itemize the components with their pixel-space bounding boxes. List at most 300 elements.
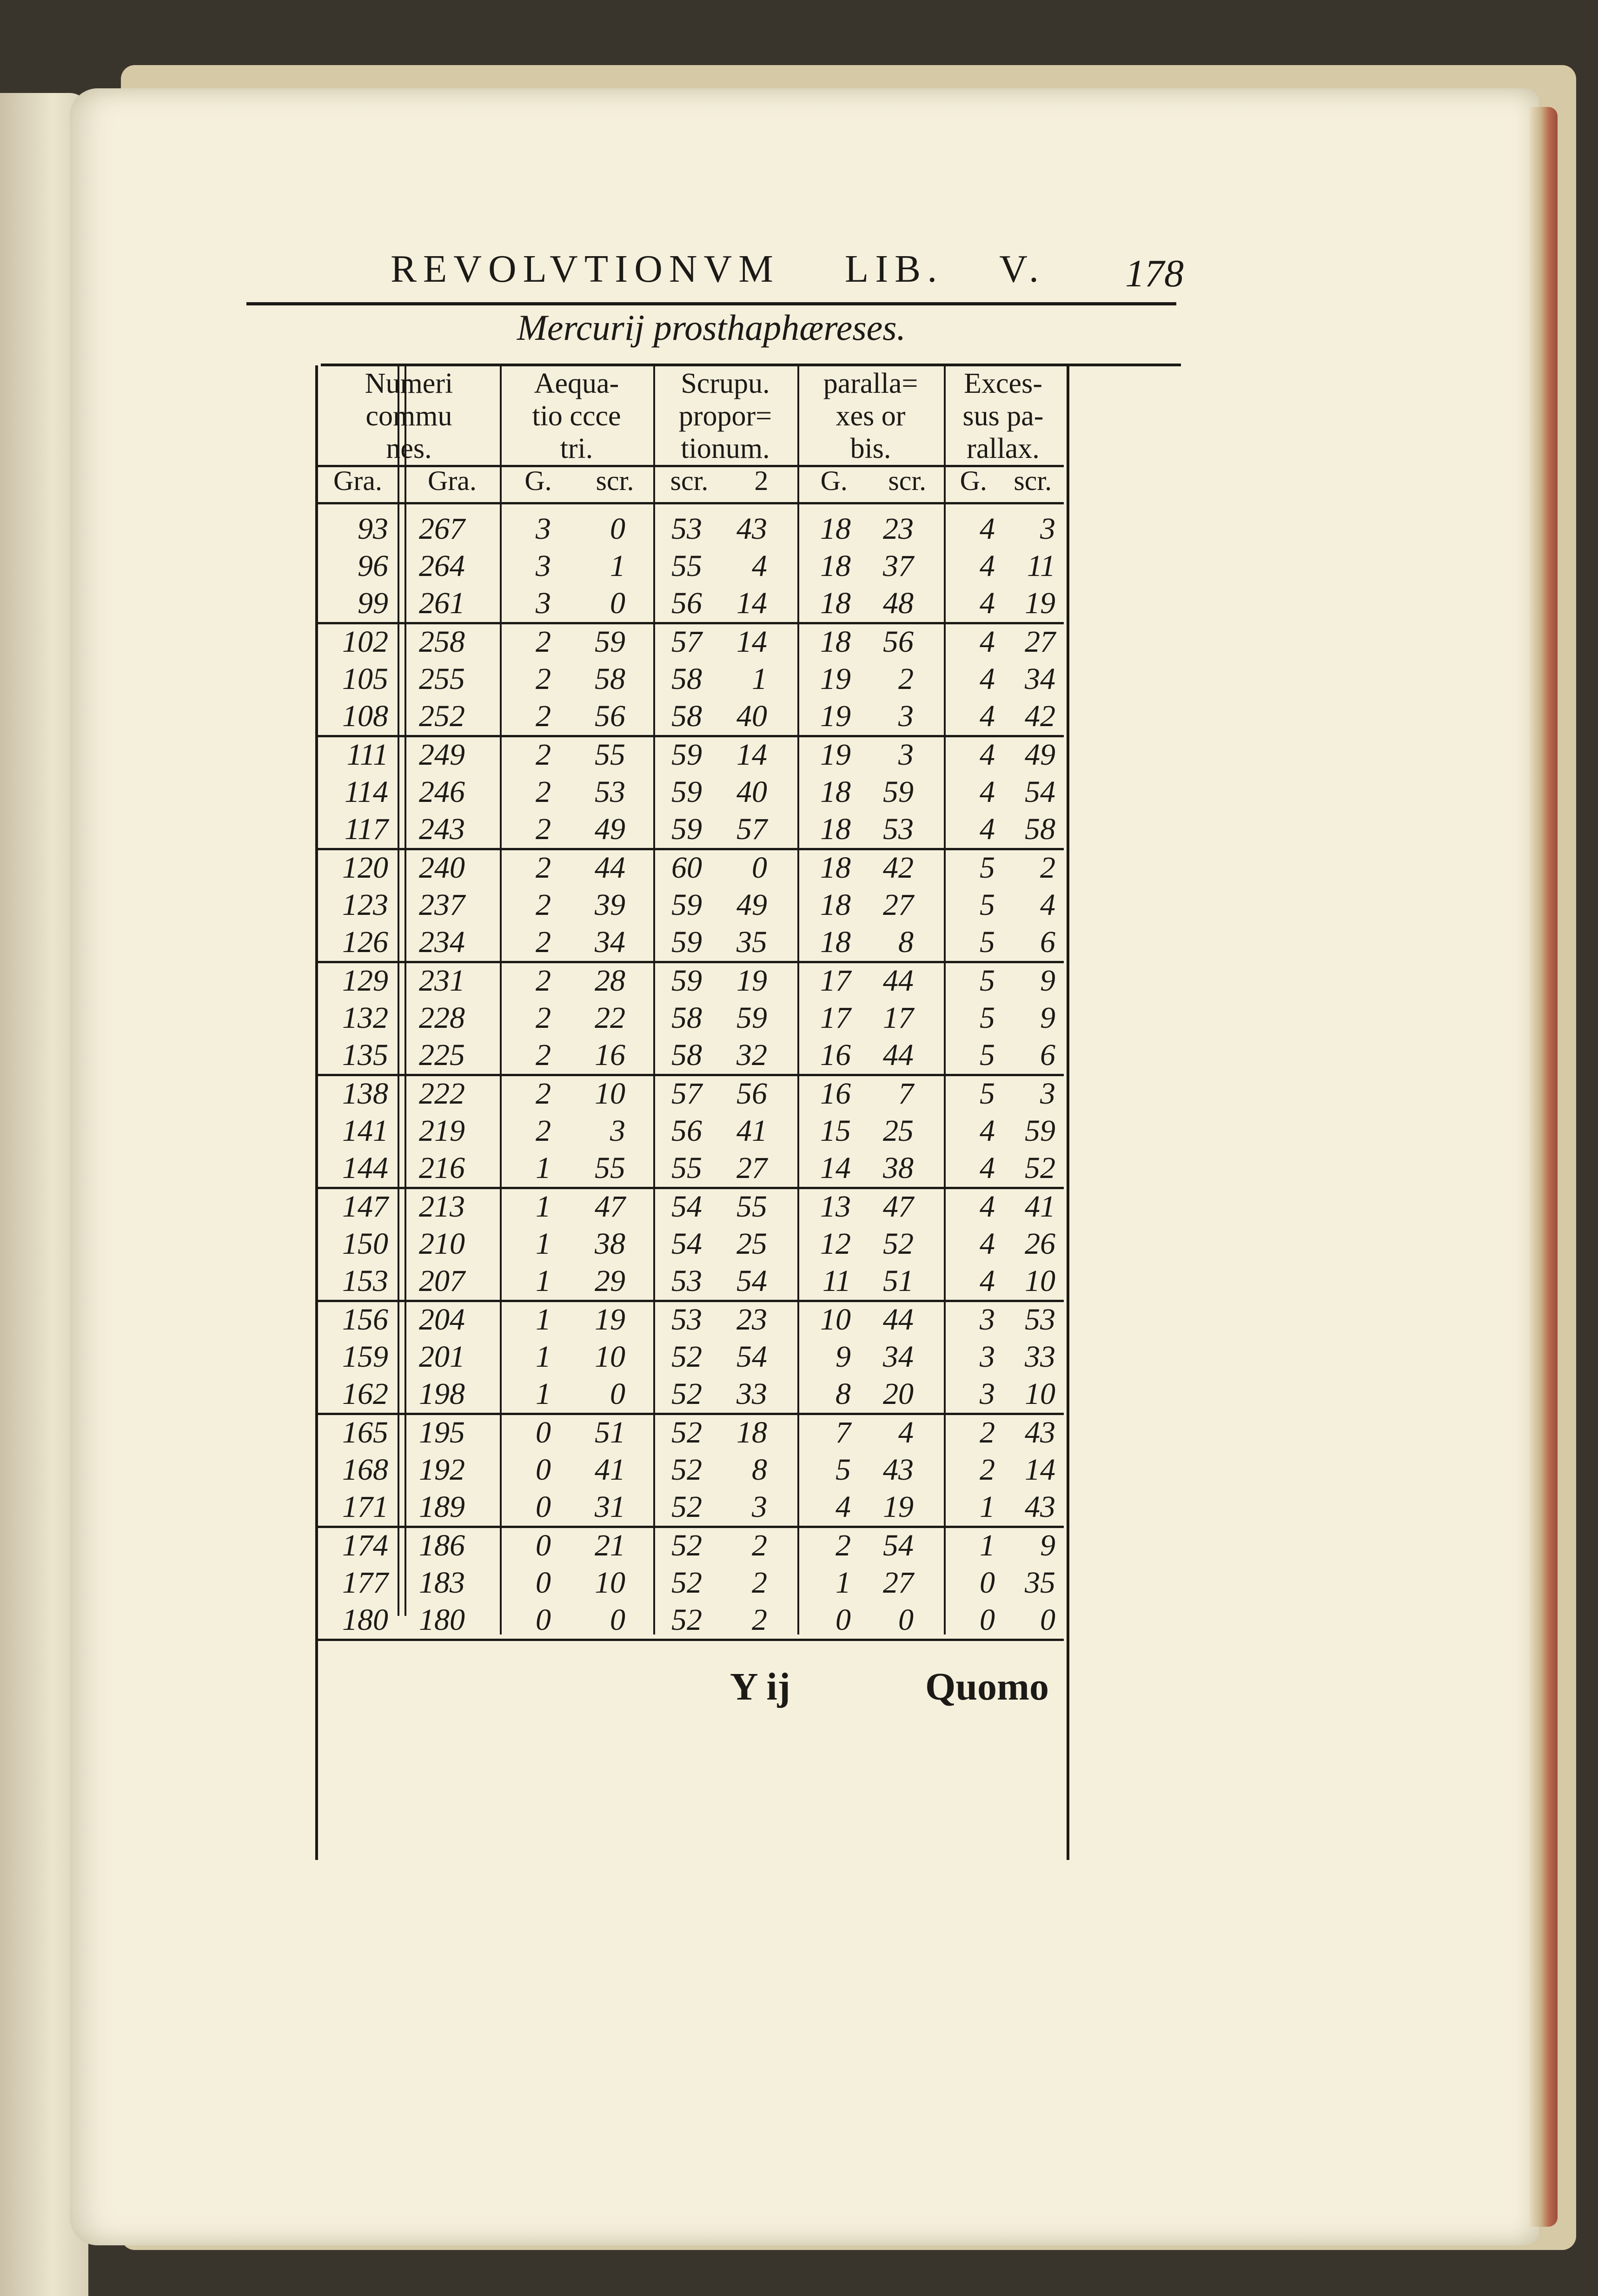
table-cell: 59	[671, 738, 702, 772]
table-cell: 53	[595, 775, 625, 809]
table-cell: 21	[595, 1528, 625, 1562]
column-subheader: scr.	[670, 465, 709, 496]
table-cell: 54	[671, 1190, 702, 1224]
table-cell: 5	[980, 888, 995, 922]
table-cell: 42	[883, 851, 914, 885]
table-cell: 55	[671, 1151, 702, 1185]
table-cell: 2	[536, 812, 551, 846]
table-cell: 48	[883, 586, 914, 620]
table-cell: 2	[536, 851, 551, 885]
table-cell: 53	[671, 1303, 702, 1337]
table-cell: 105	[342, 662, 388, 696]
table-cell: 2	[536, 1001, 551, 1035]
column-subheader: scr.	[596, 465, 634, 496]
table-cell: 2	[536, 888, 551, 922]
table-cell: 44	[595, 851, 625, 885]
header-rule-row	[318, 502, 1064, 504]
table-cell: 35	[736, 925, 767, 959]
table-cell: 19	[820, 738, 851, 772]
table-cell: 9	[1040, 964, 1055, 998]
table-cell: 56	[883, 625, 914, 659]
column-header-line: Scrupu.	[681, 368, 770, 399]
column-header-line: xes or	[835, 400, 906, 432]
table-cell: 3	[536, 512, 551, 546]
table-cell: 52	[671, 1453, 702, 1487]
column-header	[797, 367, 944, 465]
table-cell: 10	[820, 1303, 851, 1337]
table-cell: 58	[671, 699, 702, 733]
signature-mark: Y ij	[730, 1665, 790, 1708]
catchword: Quomo	[925, 1665, 1049, 1708]
table-cell: 183	[419, 1566, 465, 1600]
table-cell: 237	[419, 888, 465, 922]
table-cell: 9	[1040, 1001, 1055, 1035]
table-cell: 27	[736, 1151, 767, 1185]
table-cell: 4	[980, 775, 995, 809]
table-cell: 43	[1025, 1490, 1055, 1524]
table-cell: 117	[344, 812, 388, 846]
table-cell: 19	[736, 964, 767, 998]
table-cell: 1	[752, 662, 767, 696]
table-cell: 43	[1025, 1416, 1055, 1449]
table-cell: 14	[736, 625, 767, 659]
table-cell: 243	[419, 812, 465, 846]
table-cell: 44	[883, 1038, 914, 1072]
table-cell: 11	[822, 1264, 851, 1298]
table-cell: 3	[1040, 512, 1055, 546]
table-cell: 171	[342, 1490, 388, 1524]
table-cell: 57	[671, 625, 702, 659]
column-subheader: G.	[524, 465, 552, 496]
table-cell: 2	[835, 1528, 851, 1562]
table-cell: 3	[752, 1490, 767, 1524]
table-cell: 5	[980, 1038, 995, 1072]
table-cell: 38	[595, 1227, 625, 1261]
group-rule	[318, 1639, 1064, 1641]
running-title: REVOLVTIONVM	[391, 247, 780, 291]
table-cell: 59	[671, 812, 702, 846]
table-cell: 1	[536, 1190, 551, 1224]
table-cell: 52	[671, 1340, 702, 1374]
table-cell: 54	[883, 1528, 914, 1562]
table-cell: 213	[419, 1190, 465, 1224]
table-cell: 55	[595, 738, 625, 772]
column-subheader: Gra.	[333, 465, 382, 496]
table-cell: 261	[419, 586, 465, 620]
table-cell: 2	[752, 1566, 767, 1600]
table-cell: 15	[820, 1114, 851, 1148]
table-cell: 18	[820, 586, 851, 620]
table-cell: 27	[883, 888, 914, 922]
table-cell: 2	[536, 775, 551, 809]
table-cell: 150	[342, 1227, 388, 1261]
column-header-line: bis.	[850, 433, 891, 464]
column-header	[318, 367, 500, 465]
table-cell: 18	[820, 775, 851, 809]
table-cell: 132	[342, 1001, 388, 1035]
table-cell: 55	[671, 549, 702, 583]
table-cell: 4	[752, 549, 767, 583]
table-cell: 3	[1040, 1077, 1055, 1111]
table-cell: 10	[595, 1077, 625, 1111]
table-cell: 11	[1027, 549, 1055, 583]
table-cell: 19	[595, 1303, 625, 1337]
table-cell: 59	[671, 888, 702, 922]
table-cell: 99	[358, 586, 388, 620]
table-cell: 27	[1025, 625, 1055, 659]
table-cell: 40	[736, 699, 767, 733]
table-cell: 0	[610, 1603, 625, 1637]
table-cell: 120	[342, 851, 388, 885]
table-cell: 35	[1025, 1566, 1055, 1600]
table-cell: 96	[358, 549, 388, 583]
table-cell: 49	[595, 812, 625, 846]
table-cell: 53	[883, 812, 914, 846]
table-cell: 53	[1025, 1303, 1055, 1337]
column-header-line: tio ccce	[532, 400, 621, 432]
table-cell: 2	[536, 625, 551, 659]
table-cell: 58	[671, 1038, 702, 1072]
table-cell: 3	[980, 1303, 995, 1337]
table-cell: 4	[980, 512, 995, 546]
table-cell: 14	[1025, 1453, 1055, 1487]
table-cell: 56	[595, 699, 625, 733]
table-cell: 10	[595, 1566, 625, 1600]
running-head	[391, 246, 1045, 291]
table-cell: 22	[595, 1001, 625, 1035]
table-cell: 20	[883, 1377, 914, 1411]
table-cell: 192	[419, 1453, 465, 1487]
table-cell: 4	[980, 1264, 995, 1298]
table-cell: 7	[898, 1077, 914, 1111]
book-number: V.	[999, 247, 1046, 291]
table-cell: 1	[980, 1490, 995, 1524]
column-header-line: propor=	[678, 400, 772, 432]
table-cell: 60	[671, 851, 702, 885]
table-cell: 18	[820, 549, 851, 583]
table-cell: 18	[820, 851, 851, 885]
table-cell: 9	[1040, 1528, 1055, 1562]
table-cell: 198	[419, 1377, 465, 1411]
table-cell: 4	[1040, 888, 1055, 922]
table-cell: 23	[736, 1303, 767, 1337]
table-cell: 52	[1025, 1151, 1055, 1185]
table-cell: 5	[980, 925, 995, 959]
table-cell: 219	[419, 1114, 465, 1148]
table-cell: 59	[736, 1001, 767, 1035]
table-cell: 93	[358, 512, 388, 546]
table-cell: 2	[536, 699, 551, 733]
page-number: 178	[1125, 252, 1184, 295]
table-cell: 54	[1025, 775, 1055, 809]
table-cell: 33	[736, 1377, 767, 1411]
table-cell: 7	[835, 1416, 851, 1449]
table-cell: 4	[980, 1114, 995, 1148]
table-cell: 189	[419, 1490, 465, 1524]
table-cell: 1	[536, 1227, 551, 1261]
table-cell: 0	[610, 1377, 625, 1411]
table-cell: 42	[1025, 699, 1055, 733]
table-cell: 52	[671, 1416, 702, 1449]
table-cell: 14	[736, 586, 767, 620]
column-header-line: commu	[365, 400, 452, 432]
table-cell: 129	[342, 964, 388, 998]
table-cell: 222	[419, 1077, 465, 1111]
table-cell: 234	[419, 925, 465, 959]
table-cell: 1	[536, 1151, 551, 1185]
table-cell: 204	[419, 1303, 465, 1337]
table-cell: 17	[820, 964, 851, 998]
table-cell: 10	[1025, 1377, 1055, 1411]
column-header	[500, 367, 653, 465]
table-cell: 108	[342, 699, 388, 733]
table-cell: 52	[671, 1528, 702, 1562]
table-cell: 18	[736, 1416, 767, 1449]
table-cell: 4	[980, 812, 995, 846]
table-cell: 8	[835, 1377, 851, 1411]
table-cell: 2	[1040, 851, 1055, 885]
table-cell: 2	[536, 925, 551, 959]
table-cell: 6	[1040, 1038, 1055, 1072]
table-cell: 39	[595, 888, 625, 922]
table-cell: 168	[342, 1453, 388, 1487]
table-cell: 33	[1025, 1340, 1055, 1374]
table-cell: 0	[835, 1603, 851, 1637]
table-cell: 3	[536, 586, 551, 620]
table-cell: 267	[419, 512, 465, 546]
table-cell: 41	[736, 1114, 767, 1148]
table-cell: 0	[536, 1603, 551, 1637]
table-cell: 18	[820, 812, 851, 846]
table-cell: 16	[820, 1077, 851, 1111]
table-cell: 55	[736, 1190, 767, 1224]
table-cell: 1	[536, 1264, 551, 1298]
table-cell: 102	[342, 625, 388, 659]
table-cell: 4	[980, 662, 995, 696]
table-cell: 147	[342, 1190, 388, 1224]
table-cell: 43	[883, 1453, 914, 1487]
table-cell: 40	[736, 775, 767, 809]
table-cell: 5	[835, 1453, 851, 1487]
table-cell: 2	[536, 1038, 551, 1072]
table-cell: 53	[671, 1264, 702, 1298]
table-cell: 10	[1025, 1264, 1055, 1298]
table-cell: 252	[419, 699, 465, 733]
table-cell: 47	[883, 1190, 914, 1224]
table-cell: 135	[342, 1038, 388, 1072]
table-cell: 195	[419, 1416, 465, 1449]
table-cell: 207	[419, 1264, 465, 1298]
table-cell: 52	[671, 1377, 702, 1411]
column-header-line: sus pa-	[962, 400, 1044, 432]
table-cell: 177	[342, 1566, 388, 1600]
table-cell: 6	[1040, 925, 1055, 959]
table-cell: 144	[342, 1151, 388, 1185]
table-cell: 14	[820, 1151, 851, 1185]
table-cell: 41	[595, 1453, 625, 1487]
table-cell: 58	[671, 662, 702, 696]
table-cell: 228	[419, 1001, 465, 1035]
table-cell: 58	[1025, 812, 1055, 846]
table-cell: 12	[820, 1227, 851, 1261]
table-cell: 28	[595, 964, 625, 998]
table-cell: 53	[671, 512, 702, 546]
table-cell: 153	[342, 1264, 388, 1298]
table-cell: 27	[883, 1566, 914, 1600]
table-cell: 34	[883, 1340, 914, 1374]
table-cell: 4	[898, 1416, 914, 1449]
table-cell: 255	[419, 662, 465, 696]
table-cell: 210	[419, 1227, 465, 1261]
table-cell: 31	[595, 1490, 625, 1524]
table-cell: 37	[883, 549, 914, 583]
table-cell: 231	[419, 964, 465, 998]
table-cell: 1	[980, 1528, 995, 1562]
table-cell: 4	[835, 1490, 851, 1524]
table-cell: 18	[820, 625, 851, 659]
table-cell: 201	[419, 1340, 465, 1374]
table-cell: 16	[820, 1038, 851, 1072]
table-cell: 26	[1025, 1227, 1055, 1261]
table-cell: 246	[419, 775, 465, 809]
table-cell: 4	[980, 699, 995, 733]
table-cell: 18	[820, 512, 851, 546]
column-subheader: scr.	[888, 465, 927, 496]
table-cell: 34	[595, 925, 625, 959]
table-cell: 25	[736, 1227, 767, 1261]
table-cell: 2	[536, 964, 551, 998]
table-cell: 186	[419, 1528, 465, 1562]
table-cell: 264	[419, 549, 465, 583]
table-cell: 4	[980, 1190, 995, 1224]
column-header-line: paralla=	[823, 368, 918, 399]
table-cell: 159	[342, 1340, 388, 1374]
table-cell: 180	[342, 1603, 388, 1637]
table-cell: 0	[536, 1528, 551, 1562]
table-cell: 4	[980, 738, 995, 772]
table-cell: 8	[898, 925, 914, 959]
table-cell: 19	[820, 662, 851, 696]
table-cell: 51	[883, 1264, 914, 1298]
table-cell: 4	[980, 549, 995, 583]
table-cell: 59	[1025, 1114, 1055, 1148]
table-cell: 38	[883, 1151, 914, 1185]
table-cell: 4	[980, 1227, 995, 1261]
table-cell: 13	[820, 1190, 851, 1224]
column-subheader: G.	[960, 465, 987, 496]
table-cell: 1	[536, 1303, 551, 1337]
table-cell: 5	[980, 851, 995, 885]
table-cell: 18	[820, 888, 851, 922]
table-cell: 141	[342, 1114, 388, 1148]
column-subheader: 2	[754, 465, 769, 496]
table-cell: 29	[595, 1264, 625, 1298]
table-cell: 59	[671, 775, 702, 809]
table-cell: 126	[342, 925, 388, 959]
table-cell: 52	[671, 1603, 702, 1637]
table-cell: 10	[595, 1340, 625, 1374]
table-cell: 3	[898, 738, 914, 772]
table-cell: 59	[595, 625, 625, 659]
column-header-line: Exces-	[964, 368, 1042, 399]
table-cell: 0	[1040, 1603, 1055, 1637]
table-cell: 18	[820, 925, 851, 959]
table-cell: 55	[595, 1151, 625, 1185]
table-cell: 249	[419, 738, 465, 772]
table-cell: 59	[883, 775, 914, 809]
table-cell: 5	[980, 964, 995, 998]
table-cell: 2	[752, 1603, 767, 1637]
table-cell: 174	[342, 1528, 388, 1562]
table-cell: 4	[980, 625, 995, 659]
table-cell: 5	[980, 1001, 995, 1035]
table-cell: 3	[980, 1340, 995, 1374]
column-subheader: Gra.	[428, 465, 477, 496]
table-cell: 8	[752, 1453, 767, 1487]
table-cell: 57	[736, 812, 767, 846]
column-header-line: tri.	[560, 433, 593, 464]
table-cell: 52	[671, 1566, 702, 1600]
table-cell: 44	[883, 1303, 914, 1337]
table-cell: 2	[898, 662, 914, 696]
header-rule	[246, 302, 1176, 305]
table-cell: 165	[342, 1416, 388, 1449]
table-cell: 41	[1025, 1190, 1055, 1224]
table-cell: 58	[671, 1001, 702, 1035]
table-cell: 56	[671, 586, 702, 620]
table-cell: 0	[898, 1603, 914, 1637]
table-cell: 2	[536, 1077, 551, 1111]
table-cell: 156	[342, 1303, 388, 1337]
table-cell: 51	[595, 1416, 625, 1449]
table-cell: 1	[610, 549, 625, 583]
table-cell: 0	[980, 1603, 995, 1637]
table-cell: 58	[595, 662, 625, 696]
table-cell: 162	[342, 1377, 388, 1411]
table-cell: 5	[980, 1077, 995, 1111]
table-cell: 56	[736, 1077, 767, 1111]
table-cell: 3	[980, 1377, 995, 1411]
table-cell: 4	[980, 586, 995, 620]
table-cell: 59	[671, 964, 702, 998]
table-cell: 3	[898, 699, 914, 733]
table-cell: 258	[419, 625, 465, 659]
table-cell: 2	[752, 1528, 767, 1562]
table-cell: 0	[752, 851, 767, 885]
table-cell: 111	[346, 738, 388, 772]
table-cell: 1	[835, 1566, 851, 1600]
column-header-line: tionum.	[681, 433, 770, 464]
table-cell: 16	[595, 1038, 625, 1072]
table-cell: 0	[610, 586, 625, 620]
lib-label: LIB.	[844, 247, 944, 291]
table-cell: 49	[736, 888, 767, 922]
table-cell: 49	[1025, 738, 1055, 772]
table-title: Mercurij prosthaphæreses.	[517, 307, 906, 348]
table-cell: 1	[536, 1340, 551, 1374]
table-cell: 34	[1025, 662, 1055, 696]
table-cell: 19	[883, 1490, 914, 1524]
table-cell: 9	[835, 1340, 851, 1374]
table-cell: 52	[883, 1227, 914, 1261]
table-cell: 57	[671, 1077, 702, 1111]
table-cell: 123	[342, 888, 388, 922]
table-cell: 2	[980, 1416, 995, 1449]
table-cell: 0	[536, 1566, 551, 1600]
table-cell: 3	[610, 1114, 625, 1148]
table-cell: 0	[536, 1453, 551, 1487]
table-cell: 2	[980, 1453, 995, 1487]
